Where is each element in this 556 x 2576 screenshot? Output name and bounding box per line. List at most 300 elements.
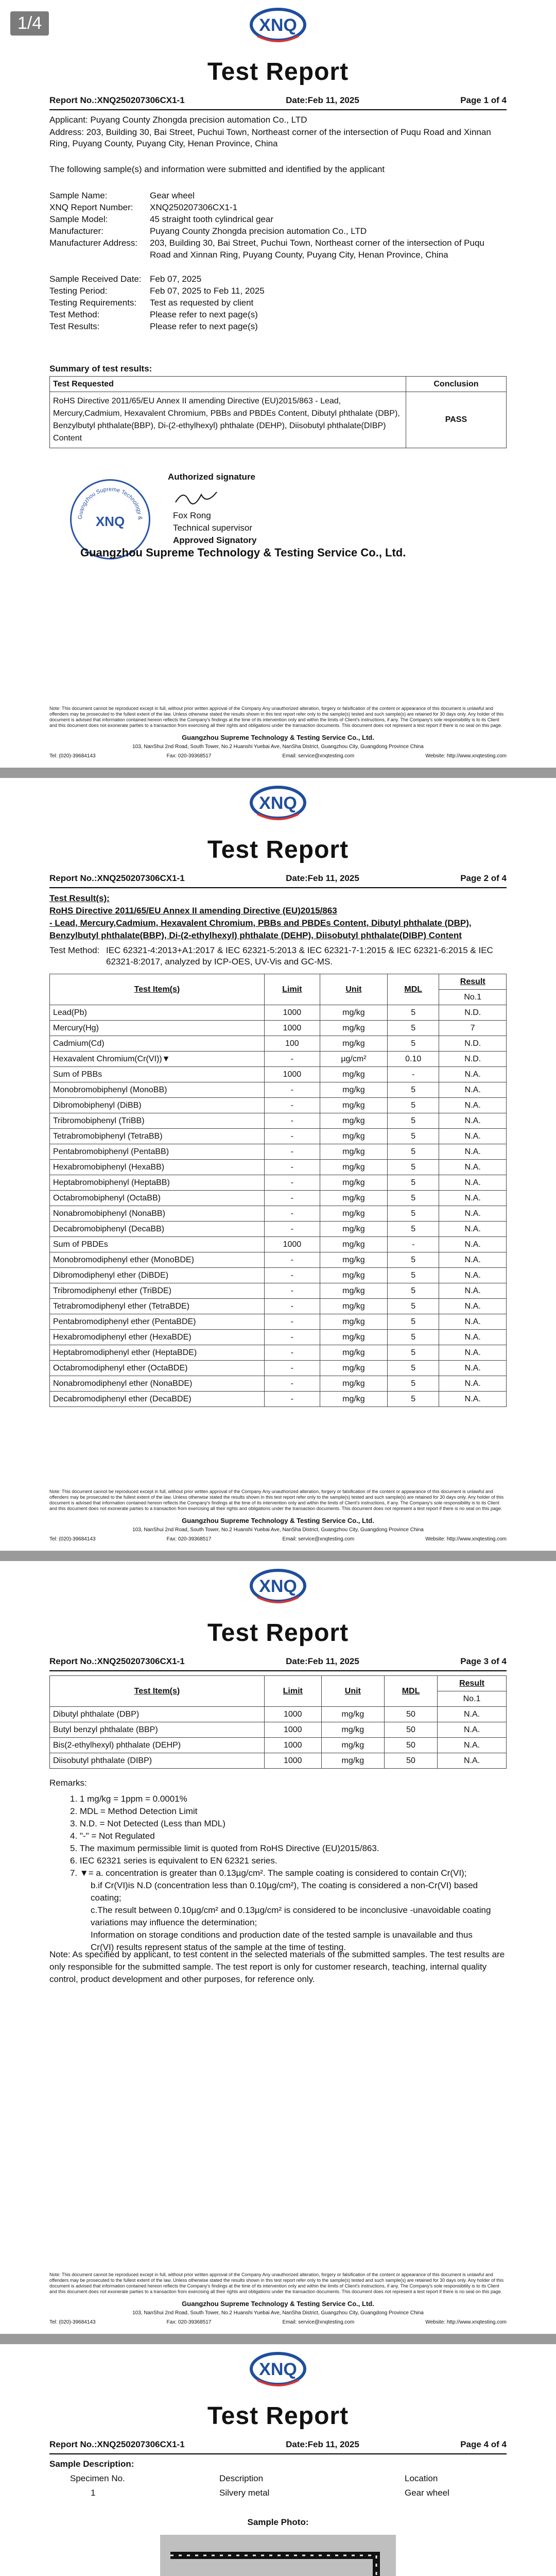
- table-row: [50, 1361, 507, 1376]
- applicant: Applicant: Puyang County Zhongda precision automation Co., LTD: [49, 115, 307, 125]
- xnq-logo-icon: [247, 782, 309, 823]
- cell-limit: -: [264, 1222, 320, 1237]
- report-header: [49, 2439, 507, 2450]
- sample-field-value: Gear wheel: [150, 191, 195, 200]
- xnq-logo-icon: [247, 1565, 309, 1606]
- cell-unit: mg/kg: [320, 1237, 387, 1252]
- remark-item: 7. ▼= a. concentration is greater than 0.13µg/cm². The sample coating is considered to contain Cr(VI);: [70, 1868, 467, 1878]
- cell-mdl: 5: [388, 1129, 439, 1144]
- table-row: [50, 1113, 507, 1129]
- cell-limit: -: [264, 1113, 320, 1129]
- report-page-2: [0, 778, 556, 1551]
- cell-test-item: Monobromobiphenyl (MonoBB): [50, 1082, 265, 1098]
- footer-contact: [49, 1536, 507, 1542]
- cell-unit: mg/kg: [320, 1067, 387, 1082]
- cell-mdl: 5: [388, 1191, 439, 1206]
- sample-field-label: Manufacturer:: [49, 226, 103, 236]
- sample-field-label: XNQ Report Number:: [49, 202, 133, 212]
- results-table: [49, 974, 507, 1407]
- footer-email[interactable]: Email: service@xnqtesting.com: [282, 2319, 355, 2325]
- table-row: [50, 1252, 507, 1268]
- desc-col-specimen: Specimen No.: [70, 2473, 125, 2483]
- report-title: Test Report: [207, 836, 349, 863]
- cell-mdl: 5: [388, 1392, 439, 1407]
- sample-field-value: Feb 07, 2025: [150, 274, 202, 284]
- footer-website[interactable]: Website: http://www.xnqtesting.com: [425, 2319, 507, 2325]
- footer-fax: Fax: 020-39368517: [166, 2319, 212, 2325]
- cell-limit: -: [264, 1052, 320, 1067]
- report-date: Date:Feb 11, 2025: [286, 873, 359, 883]
- desc-specimen-no: 1: [91, 2488, 96, 2498]
- sample-field-label: Sample Name:: [49, 191, 108, 200]
- summary-heading: Summary of test results:: [49, 364, 152, 374]
- report-title: Test Report: [207, 58, 349, 86]
- xnq-logo-icon: [247, 2348, 309, 2389]
- footer-tel: Tel: (020)-39684143: [49, 1536, 96, 1542]
- desc-description: Silvery metal: [219, 2488, 270, 2498]
- table-row: [50, 1175, 507, 1191]
- sample-field-label: Testing Requirements:: [49, 298, 137, 308]
- summary-col-test: Test Requested: [50, 377, 406, 392]
- applicant-address: Address: 203, Building 30, Bai Street, Puchui Town, Northeast corner of the intersection of Puqu Road and Xinnan Ring, Puyang County, Puyang City, Henan Province, China: [49, 127, 491, 148]
- sample-photo-label: Sample Photo:: [247, 2517, 309, 2527]
- cell-result: N.A.: [439, 1160, 507, 1175]
- cell-test-item: Octabromodiphenyl ether (OctaBDE): [50, 1361, 265, 1376]
- table-row: [50, 1021, 507, 1036]
- report-page-1: [0, 0, 556, 768]
- col-limit: Limit: [264, 974, 320, 1005]
- table-row: [50, 1222, 507, 1237]
- page-footer: [0, 706, 556, 768]
- cell-mdl: 50: [385, 1707, 438, 1722]
- table-row: [50, 1345, 507, 1361]
- cell-unit: mg/kg: [320, 1175, 387, 1191]
- cell-test-item: Monobromodiphenyl ether (MonoBDE): [50, 1252, 265, 1268]
- cell-result: N.A.: [439, 1314, 507, 1330]
- test-method-label: Test Method:: [49, 945, 100, 955]
- cell-unit: mg/kg: [321, 1753, 384, 1769]
- table-row: [50, 1036, 507, 1052]
- remark-item: c.The result between 0.10µg/cm² and 0.13µg/cm² is considered to be inconclusive -unavoidable coating variations may influence the determination;: [91, 1905, 491, 1927]
- sample-field-value: 203, Building 30, Bai Street, Puchui Town, Northeast corner of the intersection of Puqu Road and Xinnan Ring, Puyang County, Puyang City, Henan Province, China: [150, 238, 484, 260]
- report-header: [49, 95, 507, 106]
- cell-result: N.A.: [439, 1345, 507, 1361]
- cell-unit: mg/kg: [320, 1314, 387, 1330]
- cell-unit: mg/kg: [320, 1144, 387, 1160]
- cell-mdl: 5: [388, 1376, 439, 1392]
- cell-unit: mg/kg: [320, 1005, 387, 1021]
- result-heading-block: [49, 892, 507, 942]
- col-mdl: MDL: [388, 974, 439, 1005]
- cell-unit: mg/kg: [320, 1021, 387, 1036]
- table-row: [50, 1237, 507, 1252]
- cell-test-item: Heptabromobiphenyl (HeptaBB): [50, 1175, 265, 1191]
- remarks-list: [70, 1793, 491, 1954]
- page-indicator: 1/4: [10, 11, 49, 36]
- cell-mdl: 50: [385, 1722, 438, 1738]
- cell-unit: mg/kg: [320, 1361, 387, 1376]
- report-header: [49, 1656, 507, 1667]
- table-row: [50, 1314, 507, 1330]
- table-row: [50, 1707, 507, 1722]
- cell-unit: mg/kg: [320, 1191, 387, 1206]
- cell-result: N.A.: [439, 1144, 507, 1160]
- cell-limit: 1000: [264, 1021, 320, 1036]
- table-row: [50, 1160, 507, 1175]
- footer-email[interactable]: Email: service@xnqtesting.com: [282, 1536, 355, 1542]
- col-mdl: MDL: [385, 1676, 438, 1707]
- sample-field-label: Sample Received Date:: [49, 274, 142, 284]
- cell-unit: mg/kg: [320, 1082, 387, 1098]
- cell-limit: -: [264, 1175, 320, 1191]
- table-row: [50, 1722, 507, 1738]
- cell-result: N.A.: [439, 1376, 507, 1392]
- desc-col-description: Description: [219, 2473, 264, 2483]
- cell-limit: 1000: [264, 1722, 321, 1738]
- report-number: Report No.:XNQ250207306CX1-1: [49, 1656, 185, 1666]
- cell-limit: -: [264, 1144, 320, 1160]
- cell-mdl: 5: [388, 1345, 439, 1361]
- sample-description-heading: Sample Description:: [49, 2459, 134, 2469]
- cell-result: N.A.: [439, 1129, 507, 1144]
- footer-note: Note: This document cannot be reproduced except in full, without prior written approval of the Company Any unauthorized alteration, forgery or falsification of the content or appearance of this document is unlawful and offenders may be prosecuted to the fullest extent of the law. Unless otherwise stated the results shown in this test report refer only to the sample(s) tested and such sample(s) are retained for 30 days only. Any holder of this document is advised that information contained hereon reflects the Company's findings at the time of its intervention only and within the limits of Client's instructions, if any. The Company's sole responsibility is to its Client and this document does not exonerate parties to a transaction from exercising all their rights and obligations under the transaction documents. This document does not represent a test report if there is no seal on this page.: [49, 2272, 504, 2294]
- cell-result: N.A.: [439, 1175, 507, 1191]
- cell-mdl: 50: [385, 1753, 438, 1769]
- cell-result: N.A.: [439, 1222, 507, 1237]
- cell-result: N.D.: [439, 1005, 507, 1021]
- cell-unit: mg/kg: [320, 1299, 387, 1314]
- cell-test-item: Nonabromodiphenyl ether (NonaBDE): [50, 1376, 265, 1392]
- col-result: Result: [439, 974, 507, 990]
- signature-icon: [173, 487, 219, 507]
- cell-result: N.A.: [438, 1722, 507, 1738]
- sample-field-label: Manufacturer Address:: [49, 238, 138, 248]
- cell-result: N.A.: [439, 1098, 507, 1113]
- desc-location: Gear wheel: [405, 2488, 449, 2498]
- cell-test-item: Decabromobiphenyl (DecaBB): [50, 1222, 265, 1237]
- cell-limit: -: [264, 1252, 320, 1268]
- cell-limit: -: [264, 1129, 320, 1144]
- cell-unit: mg/kg: [320, 1345, 387, 1361]
- report-number: Report No.:XNQ250207306CX1-1: [49, 2439, 185, 2449]
- cell-result: N.A.: [439, 1361, 507, 1376]
- sample-field-value: Please refer to next page(s): [150, 321, 258, 331]
- cell-mdl: 5: [388, 1082, 439, 1098]
- sample-field-label: Testing Period:: [49, 286, 108, 296]
- cell-test-item: Butyl benzyl phthalate (BBP): [50, 1722, 265, 1738]
- report-page-4: [0, 2344, 556, 2576]
- footer-address: 103, NanShui 2nd Road, South Tower, No.2 Huanshi Yuebai Ave, NanSha District, Guangzhou City, Guangdong Province China: [132, 2310, 424, 2316]
- cell-unit: mg/kg: [320, 1268, 387, 1283]
- cell-test-item: Hexabromobiphenyl (HexaBB): [50, 1160, 265, 1175]
- cell-mdl: 5: [388, 1252, 439, 1268]
- cell-limit: 1000: [264, 1005, 320, 1021]
- cell-unit: mg/kg: [320, 1283, 387, 1299]
- table-row: [50, 1191, 507, 1206]
- footer-company: Guangzhou Supreme Technology & Testing Service Co., Ltd.: [182, 2300, 374, 2308]
- sample-field-label: Test Results:: [49, 321, 100, 331]
- cell-limit: 1000: [264, 1738, 321, 1753]
- cell-mdl: 5: [388, 1330, 439, 1345]
- table-row: [50, 1098, 507, 1113]
- cell-result: N.A.: [439, 1067, 507, 1082]
- cell-test-item: Cadmium(Cd): [50, 1036, 265, 1052]
- footer-note: Note: This document cannot be reproduced except in full, without prior written approval of the Company Any unauthorized alteration, forgery or falsification of the content or appearance of this document is unlawful and offenders may be prosecuted to the fullest extent of the law. Unless otherwise stated the results shown in this test report refer only to the sample(s) tested and such sample(s) are retained for 30 days only. Any holder of this document is advised that information contained hereon reflects the Company's findings at the time of its intervention only and within the limits of Client's instructions, if any. The Company's sole responsibility is to its Client and this document does not exonerate parties to a transaction from exercising all their rights and obligations under the transaction documents. This document does not represent a test report if there is no seal on this page.: [49, 1489, 504, 1511]
- report-header: [49, 873, 507, 884]
- seal-company: Guangzhou Supreme Technology & Testing Service Co., Ltd.: [80, 546, 406, 559]
- intro-text: The following sample(s) and information were submitted and identified by the applicant: [49, 164, 385, 174]
- summary-result: PASS: [406, 392, 506, 448]
- cell-mdl: 5: [388, 1268, 439, 1283]
- cell-limit: 100: [264, 1036, 320, 1052]
- sample-field-value: Please refer to next page(s): [150, 310, 258, 319]
- footer-website[interactable]: Website: http://www.xnqtesting.com: [425, 753, 507, 759]
- cell-limit: -: [264, 1098, 320, 1113]
- report-date: Date:Feb 11, 2025: [286, 2439, 359, 2449]
- test-method-text: IEC 62321-4:2013+A1:2017 & IEC 62321-5:2013 & IEC 62321-7-1:2015 & IEC 62321-6:2015 & IEC 62321-8:2017, analyzed by ICP-OES, UV-Vis and GC-MS.: [106, 945, 493, 967]
- table-row: [50, 1299, 507, 1314]
- cell-limit: 1000: [264, 1237, 320, 1252]
- cell-result: N.A.: [439, 1237, 507, 1252]
- cell-result: N.A.: [438, 1738, 507, 1753]
- cell-limit: 1000: [264, 1067, 320, 1082]
- cell-mdl: 5: [388, 1314, 439, 1330]
- footer-address: 103, NanShui 2nd Road, South Tower, No.2 Huanshi Yuebai Ave, NanSha District, Guangzhou City, Guangdong Province China: [132, 744, 424, 750]
- cell-unit: mg/kg: [320, 1392, 387, 1407]
- remarks-label: Remarks:: [49, 1778, 87, 1788]
- footer-email[interactable]: Email: service@xnqtesting.com: [282, 753, 355, 759]
- test-method: [49, 945, 507, 968]
- col-unit: Unit: [320, 974, 387, 1005]
- table-row: [50, 1052, 507, 1067]
- cell-mdl: 5: [388, 1113, 439, 1129]
- cell-limit: -: [264, 1376, 320, 1392]
- cell-limit: -: [264, 1361, 320, 1376]
- cell-mdl: 5: [388, 1361, 439, 1376]
- cell-mdl: -: [388, 1067, 439, 1082]
- cell-result: 7: [439, 1021, 507, 1036]
- cell-unit: mg/kg: [320, 1036, 387, 1052]
- cell-test-item: Diisobutyl phthalate (DIBP): [50, 1753, 265, 1769]
- report-title: Test Report: [207, 1619, 349, 1647]
- cell-mdl: 5: [388, 1021, 439, 1036]
- cell-unit: mg/kg: [320, 1160, 387, 1175]
- sample-field-value: Test as requested by client: [150, 298, 254, 308]
- cell-result: N.A.: [439, 1283, 507, 1299]
- sample-field-label: Sample Model:: [49, 214, 108, 224]
- table-row: [50, 1283, 507, 1299]
- page-footer: [0, 2272, 556, 2334]
- seal-logo: XNQ: [95, 514, 125, 529]
- cell-test-item: Tribromobiphenyl (TriBB): [50, 1113, 265, 1129]
- cell-test-item: Dibromodiphenyl ether (DiBDE): [50, 1268, 265, 1283]
- page-number: Page 3 of 4: [460, 1656, 507, 1666]
- remark-item: 1. 1 mg/kg = 1ppm = 0.0001%: [70, 1794, 187, 1804]
- cell-result: N.A.: [439, 1252, 507, 1268]
- remark-item: 2. MDL = Method Detection Limit: [70, 1806, 198, 1816]
- footer-fax: Fax: 020-39368517: [166, 753, 212, 759]
- approved-signatory: Approved Signatory: [173, 535, 257, 545]
- footer-company: Guangzhou Supreme Technology & Testing Service Co., Ltd.: [182, 1517, 374, 1524]
- cell-limit: -: [264, 1299, 320, 1314]
- cell-result: N.A.: [439, 1268, 507, 1283]
- cell-mdl: -: [388, 1237, 439, 1252]
- cell-limit: 1000: [264, 1753, 321, 1769]
- seal-text: Guangzhou Supreme Technology &: [77, 486, 144, 520]
- cell-test-item: Pentabromobiphenyl (PentaBB): [50, 1144, 265, 1160]
- cell-unit: mg/kg: [320, 1098, 387, 1113]
- table-row: [50, 1753, 507, 1769]
- sample-field-value: XNQ250207306CX1-1: [150, 202, 238, 212]
- remark-item: 6. IEC 62321 series is equivalent to EN 62321 series.: [70, 1856, 277, 1866]
- cell-unit: mg/kg: [320, 1206, 387, 1222]
- phthalate-table: [49, 1675, 507, 1769]
- report-page-3: [0, 1561, 556, 2334]
- cell-unit: mg/kg: [321, 1707, 384, 1722]
- cell-test-item: Tribromodiphenyl ether (TriBDE): [50, 1283, 265, 1299]
- remark-item: 3. N.D. = Not Detected (Less than MDL): [70, 1819, 225, 1828]
- cell-mdl: 5: [388, 1144, 439, 1160]
- svg-text:XNQ: XNQ: [259, 1577, 297, 1596]
- cell-result: N.A.: [439, 1113, 507, 1129]
- cell-limit: -: [264, 1160, 320, 1175]
- table-row: [50, 1268, 507, 1283]
- cell-mdl: 5: [388, 1160, 439, 1175]
- sig-label: Authorized signature: [168, 472, 256, 482]
- cell-test-item: Octabromobiphenyl (OctaBB): [50, 1191, 265, 1206]
- cell-mdl: 5: [388, 1283, 439, 1299]
- table-row: [50, 1206, 507, 1222]
- svg-text:XNQ: XNQ: [259, 793, 297, 813]
- rohs-line: RoHS Directive 2011/65/EU Annex II amending Directive (EU)2015/863: [49, 906, 337, 916]
- report-number: Report No.:XNQ250207306CX1-1: [49, 873, 185, 883]
- col-sample-no: No.1: [439, 990, 507, 1005]
- cell-mdl: 5: [388, 1175, 439, 1191]
- cell-test-item: Dibromobiphenyl (DiBB): [50, 1098, 265, 1113]
- cell-unit: mg/kg: [320, 1222, 387, 1237]
- sample-field-value: Puyang County Zhongda precision automation Co., LTD: [150, 226, 367, 236]
- cell-mdl: 0.10: [388, 1052, 439, 1067]
- remark-item: Information on storage conditions and production date of the tested sample is unavailable and thus Cr(VI) results represent status of the sample at the time of testing.: [91, 1930, 473, 1952]
- footer-website[interactable]: Website: http://www.xnqtesting.com: [425, 1536, 507, 1542]
- summary-test-text: RoHS Directive 2011/65/EU Annex II amending Directive (EU)2015/863 - Lead, Mercury,Cadmium, Hexavalent Chromium, PBBs and PBDEs Content, Dibutyl phthalate (DBP), Benzylbutyl phthalate(BBP), Di-(2-ethylhexyl) phthalate (DEHP), Diisobutyl phthalate(DIBP) Content: [50, 392, 406, 448]
- table-row: [50, 1376, 507, 1392]
- footer-note: Note: This document cannot be reproduced except in full, without prior written approval of the Company Any unauthorized alteration, forgery or falsification of the content or appearance of this document is unlawful and offenders may be prosecuted to the fullest extent of the law. Unless otherwise stated the results shown in this test report refer only to the sample(s) tested and such sample(s) are retained for 30 days only. Any holder of this document is advised that information contained hereon reflects the Company's findings at the time of its intervention only and within the limits of Client's instructions, if any. The Company's sole responsibility is to its Client and this document does not exonerate parties to a transaction from exercising all their rights and obligations under the transaction documents. This document does not represent a test report if there is no seal on this page.: [49, 706, 504, 728]
- applicant-note: Note: As specified by applicant, to test content in the selected materials of the submitted samples. The test results are only responsible for the submitted sample. The test report is only for customer research, teaching, internal quality control, product development and other purposes, for reference only.: [49, 1950, 505, 1984]
- cell-result: N.A.: [439, 1206, 507, 1222]
- signer-name: Fox Rong: [173, 511, 211, 520]
- cell-mdl: 5: [388, 1206, 439, 1222]
- page-number: Page 4 of 4: [460, 2439, 507, 2449]
- col-test-item: Test Item(s): [50, 1676, 265, 1707]
- sample-photo: [160, 2535, 396, 2576]
- cell-result: N.A.: [439, 1191, 507, 1206]
- sample-field-value: Feb 07, 2025 to Feb 11, 2025: [150, 286, 265, 296]
- cell-test-item: Heptabromodiphenyl ether (HeptaBDE): [50, 1345, 265, 1361]
- cell-test-item: Nonabromobiphenyl (NonaBB): [50, 1206, 265, 1222]
- cell-unit: mg/kg: [320, 1129, 387, 1144]
- col-result: Result: [438, 1676, 507, 1691]
- cell-result: N.D.: [439, 1036, 507, 1052]
- cell-test-item: Pentabromodiphenyl ether (PentaBDE): [50, 1314, 265, 1330]
- cell-result: N.A.: [438, 1707, 507, 1722]
- cell-test-item: Dibutyl phthalate (DBP): [50, 1707, 265, 1722]
- footer-tel: Tel: (020)-39684143: [49, 2319, 96, 2325]
- sample-field-label: Test Method:: [49, 310, 100, 319]
- cell-limit: -: [264, 1206, 320, 1222]
- table-row: [50, 1082, 507, 1098]
- col-unit: Unit: [321, 1676, 384, 1707]
- remark-item: 5. The maximum permissible limit is quoted from RoHS Directive (EU)2015/863.: [70, 1843, 379, 1853]
- table-row: [50, 1129, 507, 1144]
- cell-unit: mg/kg: [320, 1113, 387, 1129]
- cell-limit: -: [264, 1268, 320, 1283]
- scope-line-1: - Lead, Mercury,Cadmium, Hexavalent Chromium, PBBs and PBDEs Content, Dibutyl phthalate (DBP),: [49, 918, 472, 928]
- cell-unit: mg/kg: [320, 1330, 387, 1345]
- table-row: [50, 1005, 507, 1021]
- table-row: [50, 1392, 507, 1407]
- cell-limit: -: [264, 1345, 320, 1361]
- cell-unit: mg/kg: [321, 1722, 384, 1738]
- sample-info-fields: [49, 190, 507, 354]
- result-heading: Test Result(s):: [49, 893, 110, 903]
- footer-contact: [49, 2319, 507, 2325]
- cell-test-item: Mercury(Hg): [50, 1021, 265, 1036]
- cell-result: N.A.: [439, 1392, 507, 1407]
- report-number: Report No.:XNQ250207306CX1-1: [49, 95, 185, 105]
- remark-item: b.if Cr(VI)is N.D (concentration less than 0.10µg/cm²), The coating is considered a non-Cr(VI) based coating;: [91, 1880, 478, 1903]
- page-footer: [0, 1489, 556, 1551]
- cell-mdl: 5: [388, 1036, 439, 1052]
- footer-company: Guangzhou Supreme Technology & Testing Service Co., Ltd.: [182, 734, 374, 741]
- cell-result: N.A.: [439, 1330, 507, 1345]
- sample-field-value: 45 straight tooth cylindrical gear: [150, 214, 274, 224]
- footer-contact: [49, 753, 507, 759]
- cell-unit: µg/cm²: [320, 1052, 387, 1067]
- svg-text:XNQ: XNQ: [259, 15, 297, 35]
- cell-limit: 1000: [264, 1707, 321, 1722]
- gear-photo-icon: [160, 2535, 396, 2576]
- cell-mdl: 5: [388, 1098, 439, 1113]
- cell-result: N.A.: [438, 1753, 507, 1769]
- col-test-item: Test Item(s): [50, 974, 265, 1005]
- cell-test-item: Sum of PBDEs: [50, 1237, 265, 1252]
- cell-limit: -: [264, 1330, 320, 1345]
- col-limit: Limit: [264, 1676, 321, 1707]
- cell-unit: mg/kg: [320, 1252, 387, 1268]
- signer-title: Technical supervisor: [173, 523, 253, 533]
- cell-test-item: Tetrabromodiphenyl ether (TetraBDE): [50, 1299, 265, 1314]
- cell-limit: -: [264, 1191, 320, 1206]
- table-row: [50, 1144, 507, 1160]
- summary-table: [49, 376, 507, 448]
- page-number: Page 2 of 4: [460, 873, 507, 883]
- page-number: Page 1 of 4: [460, 95, 507, 105]
- table-row: [50, 1067, 507, 1082]
- report-date: Date:Feb 11, 2025: [286, 95, 359, 105]
- cell-unit: mg/kg: [321, 1738, 384, 1753]
- cell-limit: -: [264, 1392, 320, 1407]
- xnq-logo-icon: [247, 4, 309, 45]
- report-date: Date:Feb 11, 2025: [286, 1656, 359, 1666]
- cell-test-item: Sum of PBBs: [50, 1067, 265, 1082]
- cell-result: N.A.: [439, 1299, 507, 1314]
- cell-mdl: 5: [388, 1005, 439, 1021]
- cell-result: N.A.: [439, 1082, 507, 1098]
- cell-mdl: 50: [385, 1738, 438, 1753]
- scope-line-2: Benzylbutyl phthalate(BBP), Di-(2-ethylhexyl) phthalate (DEHP), Diisobutyl phthalate(DIBP) Content: [49, 930, 462, 940]
- cell-limit: -: [264, 1283, 320, 1299]
